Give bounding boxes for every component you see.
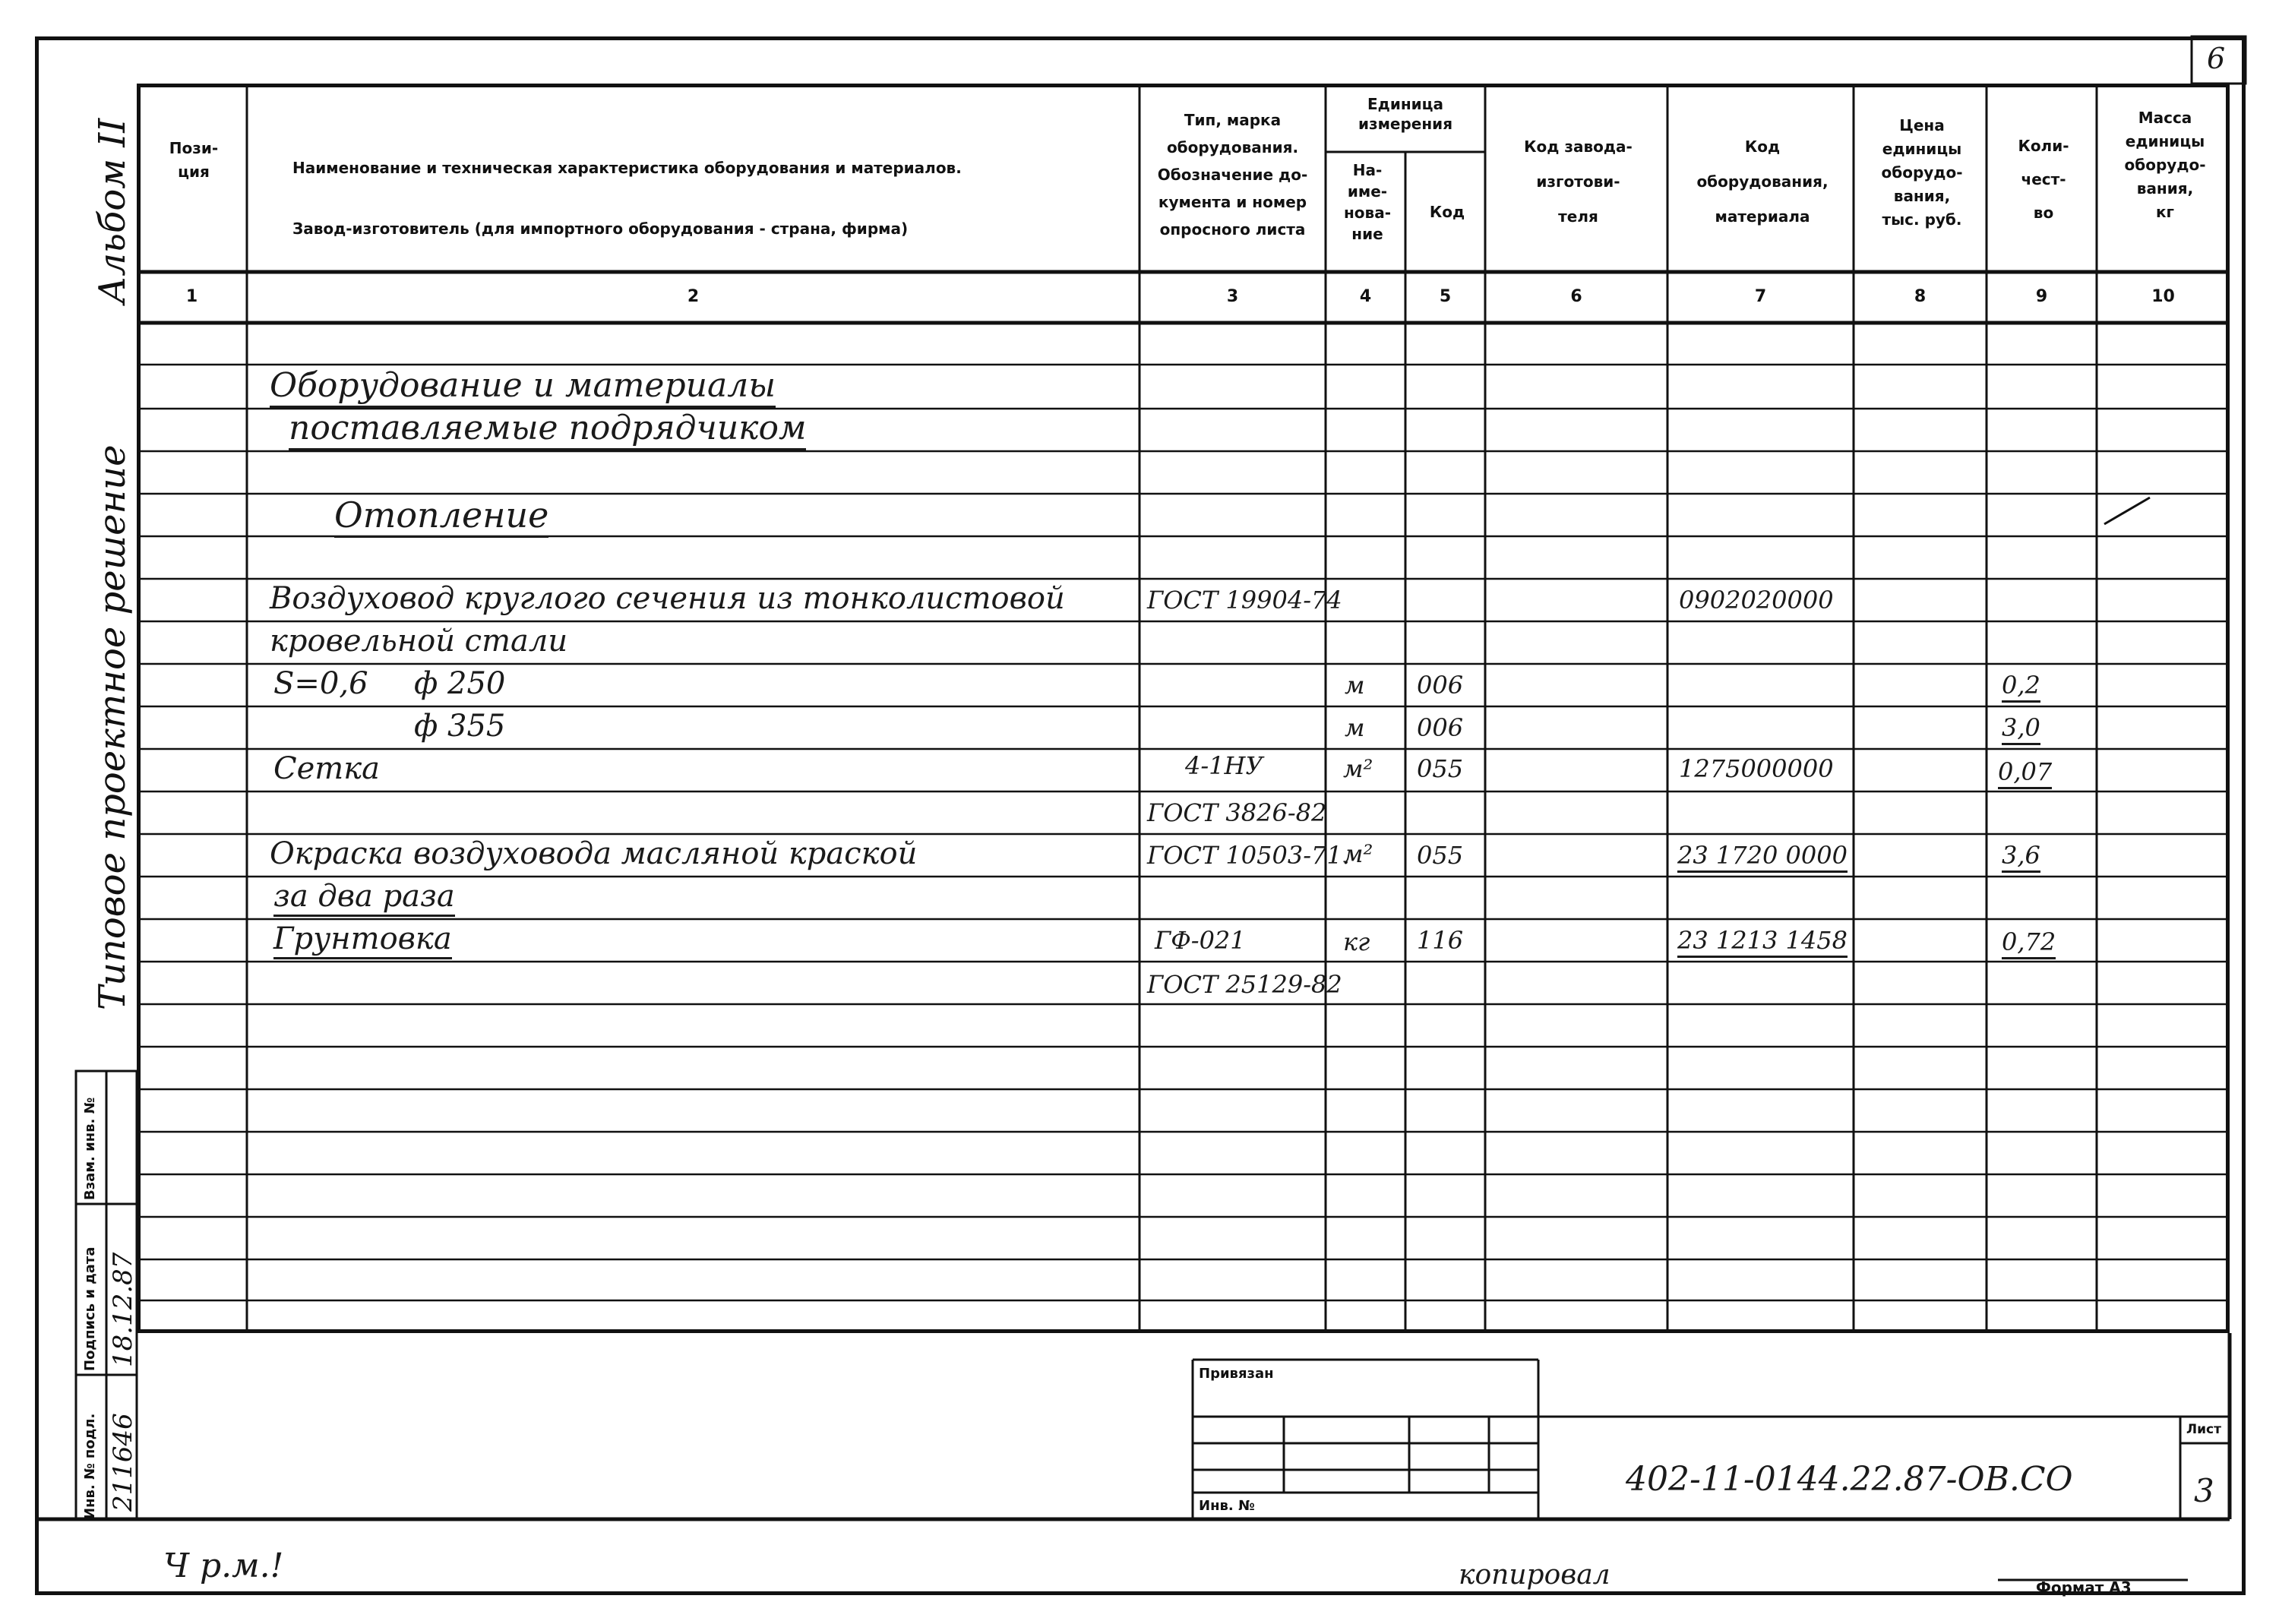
- row-name: кровельной стали: [270, 624, 568, 659]
- row-unit: кг: [1343, 927, 1370, 956]
- row-unit: м²: [1343, 754, 1373, 783]
- row-unit-code: 116: [1417, 926, 1464, 955]
- inv-label: Инв. №: [1199, 1498, 1255, 1514]
- row-diameter: ф 250: [414, 666, 506, 701]
- row-name: S=0,6: [273, 666, 368, 701]
- header-maker-code: Код завода- изготови- теля: [1524, 137, 1633, 226]
- row-name: Воздуховод круглого сечения из тонколистовой: [270, 581, 1065, 616]
- section-heading: Отопление: [334, 498, 548, 538]
- stamp-value-inv: 211646: [108, 1413, 138, 1512]
- row-qty: 0,07: [1998, 760, 2052, 789]
- row-unit: м: [1345, 713, 1365, 742]
- row-doc: ГОСТ 19904-74: [1147, 586, 1342, 615]
- row-unit-code: 055: [1417, 754, 1464, 783]
- row-name: Окраска воздуховода масляной краской: [270, 836, 918, 871]
- header-unit-group: Единица измерения: [1358, 95, 1453, 133]
- slash-mark: [2104, 498, 2150, 524]
- row-doc: ГОСТ 25129-82: [1147, 970, 1342, 999]
- header-material-code: Код оборудования, материала: [1696, 137, 1829, 226]
- header-price: Цена единицы оборудо- вания, тыс. руб.: [1881, 116, 1963, 229]
- row-doc: ГОСТ 10503-71.: [1147, 841, 1350, 870]
- title-line1: Оборудование и материалы: [270, 369, 776, 408]
- row-code: 0902020000: [1679, 586, 1834, 615]
- col-number-3: 3: [1226, 287, 1239, 306]
- row-unit-code: 006: [1417, 671, 1464, 700]
- row-name: Грунтовка: [273, 924, 452, 959]
- header-position: Пози- ция: [169, 139, 219, 181]
- title-line2: поставляемые подрядчиком: [289, 412, 806, 450]
- row-code: 1275000000: [1679, 754, 1834, 783]
- stamp-value-date: 18.12.87: [108, 1252, 138, 1367]
- project-label: Типовое проектное решение: [91, 444, 134, 1010]
- col-number-6: 6: [1570, 287, 1582, 306]
- row-code: 23 1720 0000: [1677, 843, 1848, 873]
- row-name: за два раза: [273, 881, 455, 917]
- header-unit-name: На- име- нова- ние: [1343, 161, 1391, 243]
- header-quantity: Коли- чест- во: [2018, 137, 2069, 222]
- format-label: Формат А3: [2036, 1578, 2132, 1597]
- row-qty: 3,6: [2002, 843, 2040, 873]
- row-doc: ГОСТ 3826-82: [1147, 798, 1327, 827]
- header-name: [258, 133, 1166, 264]
- row-unit-code: 055: [1417, 841, 1464, 870]
- header-name-line1: Наименование и техническая характеристика оборудования и материалов.: [292, 159, 962, 177]
- row-doc: 4-1НУ: [1185, 751, 1263, 780]
- attached-label: Привязан: [1199, 1366, 1274, 1382]
- copied-label: копировал: [1459, 1559, 1610, 1591]
- sheet-number: 3: [2194, 1472, 2214, 1509]
- header-type: Тип, марка оборудования. Обозначение до- кумента и номер опросного листа: [1157, 111, 1308, 239]
- col-number-4: 4: [1359, 287, 1372, 306]
- corner-number: 6: [2207, 42, 2226, 75]
- col-number-5: 5: [1439, 287, 1452, 306]
- col-number-10: 10: [2151, 287, 2175, 306]
- row-name: Сетка: [273, 751, 380, 786]
- stamp-label-replace-inv: Взам. инв. №: [82, 1097, 98, 1200]
- col-number-8: 8: [1914, 287, 1927, 306]
- col-number-7: 7: [1754, 287, 1767, 306]
- album-label: Альбом II: [91, 118, 134, 304]
- header-name-line2: Завод-изготовитель (для импортного оборудования - страна, фирма): [292, 220, 909, 238]
- row-doc: ГФ-021: [1155, 926, 1246, 955]
- col-number-1: 1: [185, 287, 198, 306]
- header-unit-code: Код: [1429, 203, 1465, 221]
- row-qty: 0,72: [2002, 930, 2056, 959]
- row-unit: м: [1345, 671, 1365, 700]
- col-number-2: 2: [687, 287, 700, 306]
- bottom-scribble: Ч р.м.!: [163, 1547, 284, 1585]
- row-diameter: ф 355: [414, 709, 506, 744]
- header-mass: Масса единицы оборудо- вания, кг: [2124, 109, 2206, 221]
- row-qty: 3,0: [2002, 716, 2040, 745]
- row-qty: 0,2: [2002, 673, 2040, 703]
- row-unit: м²: [1343, 839, 1373, 868]
- sheet-label: Лист: [2186, 1422, 2221, 1437]
- row-code: 23 1213 1458: [1677, 928, 1848, 958]
- doc-code: 402-11-0144.22.87-ОВ.СО: [1626, 1460, 2073, 1499]
- stamp-label-signature: Подпись и дата: [82, 1246, 98, 1371]
- col-number-9: 9: [2035, 287, 2048, 306]
- stamp-label-inv-orig: Инв. № подл.: [82, 1413, 98, 1519]
- row-unit-code: 006: [1417, 713, 1464, 742]
